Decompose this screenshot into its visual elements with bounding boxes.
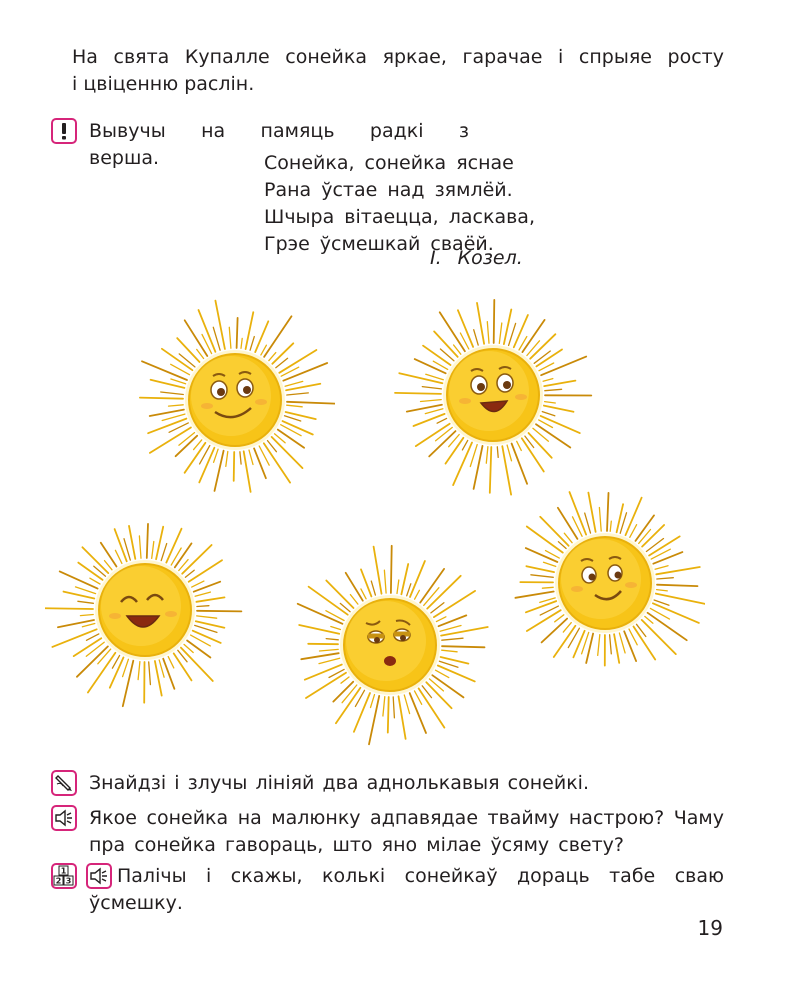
sun-ray	[166, 529, 181, 563]
sun-ray	[442, 638, 463, 640]
sun-ray	[319, 658, 340, 663]
sun-ray	[177, 338, 199, 362]
sun-ray	[241, 338, 242, 348]
sun-ray	[657, 578, 674, 579]
sun-ray	[437, 418, 447, 423]
sun-ray	[499, 323, 502, 343]
poem-line-2: Рана ўстае над зямлёй.	[264, 179, 513, 201]
sun-ray	[624, 631, 636, 661]
sun-ray	[194, 582, 221, 592]
sun-ray	[414, 414, 445, 426]
sun-ray	[542, 587, 553, 588]
sun-ray	[123, 659, 129, 676]
sun-ray	[326, 639, 338, 640]
svg-text:3: 3	[65, 876, 72, 886]
pencil-icon	[51, 770, 77, 796]
sun-ray	[249, 450, 253, 464]
sun-ray	[421, 400, 442, 402]
sun-ray	[285, 381, 303, 386]
sun-ray	[531, 575, 553, 578]
sun-ray	[543, 379, 553, 382]
svg-text:2: 2	[55, 876, 62, 886]
sun-ray	[287, 402, 335, 404]
sun-ray	[185, 570, 194, 577]
sun-ray	[250, 337, 254, 351]
sun-ray	[226, 452, 228, 467]
sun-ray	[58, 620, 94, 627]
sun-ray	[563, 623, 571, 633]
page-number: 19	[697, 916, 723, 940]
sun-ray	[163, 659, 174, 689]
speaker-icon	[86, 863, 112, 889]
sun-ray	[150, 410, 184, 416]
sun-ray	[397, 580, 399, 594]
speaker-icon	[51, 805, 77, 831]
sun-ray	[80, 615, 93, 616]
sun-ray	[477, 303, 484, 344]
task-speak-line-1: Якое сонейка на малюнку адпавядае твайму настрою? Чаму	[89, 807, 724, 829]
sun-ray	[648, 613, 687, 640]
sun-ray	[514, 315, 528, 347]
sun-ray	[657, 590, 668, 591]
task-match-text	[89, 770, 589, 797]
sun-ray	[630, 525, 637, 538]
sun-ray	[197, 606, 209, 607]
sun-ray	[522, 438, 544, 471]
sun-ray	[542, 412, 555, 416]
sun-ray	[215, 301, 225, 349]
sun-ray	[410, 561, 425, 597]
sun-ray	[161, 544, 167, 561]
sun-ray	[568, 628, 579, 647]
sun-ray	[142, 361, 187, 380]
sun-ray	[515, 592, 553, 598]
poem-line-3: Шчыра вітаецца, ласкава,	[264, 206, 535, 228]
sun-ray	[326, 611, 344, 621]
sun-ray	[424, 588, 439, 606]
sun-smiling[interactable]	[135, 295, 335, 505]
sun-ray	[138, 662, 140, 680]
sun-ray	[333, 682, 353, 702]
sun-ray	[404, 695, 409, 714]
sun-ray	[278, 430, 304, 448]
poem-author: І. Козел.	[430, 247, 523, 269]
poem	[264, 150, 535, 258]
sun-ray	[287, 405, 303, 407]
sun-ray	[442, 646, 485, 647]
sun-ray	[371, 695, 375, 708]
sun-ray	[78, 601, 94, 603]
sun-ray	[610, 635, 612, 654]
sun-ray	[255, 321, 268, 352]
sun-ray	[558, 508, 578, 539]
sun-ray	[159, 660, 164, 677]
sun-ray	[439, 661, 458, 667]
sun-ray	[415, 590, 420, 599]
sun-ray	[287, 393, 309, 395]
sun-ray	[162, 349, 193, 370]
sun-ray	[123, 661, 134, 707]
sun-ray	[607, 493, 609, 531]
sun-ray	[147, 524, 148, 558]
sun-ray	[410, 693, 426, 733]
sun-tired[interactable]	[290, 540, 490, 750]
sun-ray	[655, 566, 668, 570]
sun-ray	[320, 649, 339, 651]
sun-laughing[interactable]	[393, 290, 593, 500]
sun-ray	[234, 452, 235, 481]
sun-ray	[214, 449, 219, 462]
sun-ray	[197, 616, 217, 618]
task-speak-text	[89, 805, 724, 859]
sun-ray	[656, 567, 700, 574]
sun-ray	[369, 696, 379, 744]
sun-ray	[436, 427, 453, 440]
sun-ray	[254, 448, 266, 478]
sun-ray	[486, 447, 488, 464]
sun-ray	[285, 416, 301, 421]
sun-ray	[401, 564, 408, 594]
sun-ray	[388, 697, 389, 733]
task-match-label: Знайдзі і злучы лініяй два аднолькавыя сонейкі.	[89, 772, 589, 794]
sun-ray	[598, 635, 600, 656]
sun-ray	[197, 349, 204, 358]
sun-ray	[540, 517, 568, 546]
sun-ray	[383, 697, 385, 716]
sun-ray	[442, 650, 457, 652]
sun-ray	[299, 625, 339, 634]
svg-text:1: 1	[60, 866, 67, 876]
sun-ray	[171, 379, 186, 384]
sun-ray	[526, 566, 554, 572]
sun-ray	[199, 448, 214, 483]
sun-ray	[336, 688, 361, 723]
sun-ray	[399, 696, 406, 739]
sun-ray	[194, 440, 202, 450]
sun-ray	[374, 547, 382, 594]
sun-ray	[384, 570, 386, 593]
sun-ray	[555, 615, 564, 622]
sun-happy-eyes-closed[interactable]	[45, 505, 245, 715]
sun-ray	[419, 688, 445, 727]
sun-ray	[240, 452, 241, 464]
sun-ray	[657, 585, 698, 586]
sun-ray	[610, 521, 611, 531]
sun-ray	[149, 662, 151, 685]
sun-ray	[588, 493, 595, 532]
sun-ray	[151, 380, 185, 388]
sun-ray	[156, 527, 163, 560]
sun-ray	[301, 653, 338, 659]
sun-ray	[645, 616, 653, 623]
sun-ray	[168, 657, 174, 668]
intro-paragraph	[72, 44, 724, 98]
sun-ray	[90, 578, 100, 584]
sun-ray	[507, 445, 511, 461]
sun-ray	[393, 697, 394, 718]
sun-ray	[420, 569, 444, 603]
sun-ray	[564, 533, 572, 543]
sun-ray	[148, 419, 186, 434]
task-count-line-2: ўсмешку.	[89, 892, 183, 914]
sun-ray	[76, 587, 96, 594]
sun-ray	[656, 594, 705, 604]
poem-line-4: Грэе ўсмешкай сваёй.	[264, 233, 494, 255]
task-speak-line-2: пра сонейка гавораць, што яно мілае ўсяму свету?	[89, 834, 624, 856]
sun-ray	[517, 441, 522, 450]
sun-ray	[115, 529, 127, 561]
sun-ray	[527, 527, 563, 553]
sun-ray	[196, 597, 224, 601]
sun-ray	[341, 677, 349, 683]
sun-ray	[139, 536, 141, 558]
sun-ray	[237, 318, 238, 348]
sun-ray	[425, 409, 443, 414]
sun-ray	[619, 633, 625, 653]
sun-ray	[161, 392, 184, 395]
sun-ray	[115, 550, 122, 563]
sun-ray	[45, 608, 93, 609]
counting-icon	[51, 863, 77, 889]
sun-ray	[462, 440, 467, 450]
sun-ray	[545, 402, 556, 403]
sun-ray	[101, 543, 117, 567]
sun-ray	[86, 642, 104, 656]
sun-ray	[422, 387, 441, 389]
sun-ray	[192, 581, 204, 587]
sun-ray	[441, 627, 488, 636]
intro-line-1: На свята Купалле сонейка яркае, гарачае і спрыяе росту	[72, 46, 724, 68]
sun-ray	[331, 627, 341, 630]
sun-ray	[395, 393, 441, 394]
sun-ray	[436, 670, 449, 677]
sun-ray	[354, 693, 370, 732]
sun-ray	[82, 624, 94, 627]
sun-ray	[350, 595, 358, 605]
sun-ray	[174, 653, 192, 680]
sun-ray	[487, 322, 489, 344]
task-count-text	[117, 863, 724, 890]
sun-ray	[399, 373, 442, 383]
sun-ray	[181, 648, 213, 681]
sun-ray	[244, 451, 251, 492]
sun-ray	[140, 398, 183, 399]
sun-ray	[195, 592, 210, 596]
task-count-text-2	[89, 890, 289, 917]
sun-ray	[642, 620, 676, 654]
sun-ray	[407, 584, 411, 596]
sun-calm-smile[interactable]	[505, 478, 705, 688]
sun-ray	[653, 552, 682, 564]
task-count-line-1: Палічы і скажы, колькі сонейкаў дораць табе сваю	[117, 865, 724, 887]
sun-ray	[446, 438, 464, 464]
intro-line-2: і цвіценню раслін.	[72, 73, 255, 95]
sun-ray	[391, 546, 392, 593]
sun-ray	[197, 611, 241, 612]
sun-ray	[440, 626, 461, 632]
sun-ray	[497, 447, 498, 458]
sun-ray	[544, 406, 574, 412]
sun-ray	[305, 665, 342, 680]
sun-ray	[494, 300, 495, 343]
sun-ray	[152, 542, 154, 559]
sun-ray	[544, 381, 575, 387]
sun-ray	[439, 615, 467, 626]
sun-ray	[371, 581, 375, 595]
sun-ray	[599, 508, 601, 532]
sun-ray	[269, 353, 276, 361]
sun-ray	[474, 330, 479, 345]
sun-ray	[195, 625, 217, 632]
exclamation-icon	[51, 118, 77, 144]
sun-ray	[470, 445, 477, 467]
sun-ray	[426, 374, 444, 379]
sun-ray	[87, 634, 99, 640]
sun-ray	[229, 327, 231, 348]
sun-ray	[105, 561, 113, 570]
sun-ray	[436, 617, 446, 622]
sun-ray	[614, 634, 619, 663]
sun-ray	[129, 526, 135, 559]
sun-ray	[509, 323, 516, 345]
sun-ray	[526, 601, 556, 612]
sun-ray	[585, 513, 591, 533]
sun-ray	[490, 447, 492, 493]
sun-ray	[438, 666, 475, 682]
sun-ray	[346, 573, 363, 601]
sun-ray	[187, 641, 210, 658]
sun-ray	[545, 389, 562, 390]
sun-ray	[423, 346, 450, 365]
sun-ray	[171, 548, 181, 565]
sun-ray	[342, 685, 357, 703]
task-memorize-label: Вывучы на памяць радкі з верша.	[89, 120, 469, 169]
sun-ray	[64, 592, 95, 599]
sun-ray	[544, 562, 556, 566]
sun-ray	[169, 405, 184, 406]
poem-line-1: Сонейка, сонейка яснае	[264, 152, 514, 174]
